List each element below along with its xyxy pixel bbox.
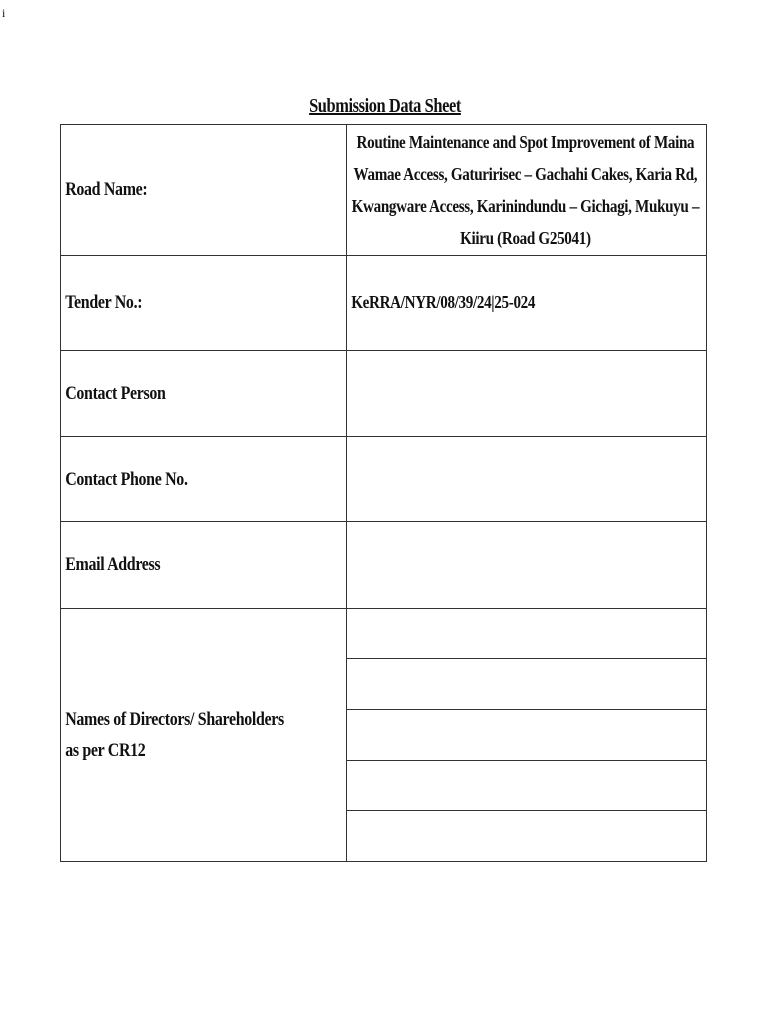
submission-data-table [60,124,707,862]
contact-person-row [61,351,707,437]
tender-no-row [61,255,707,350]
email-address-label: Email Address [65,554,161,576]
directors-label-cell [61,608,347,862]
contact-person-label: Contact Person [65,383,166,405]
road-name-value: Routine Maintenance and Spot Improvement of Maina Wamae Access, Gaturirisec – Gachahi Cakes, Karia Rd, Kwangware Access, Karinindundu – Gichagi, Mukuyu – Kiiru (Road G25041) [351,131,700,248]
page-corner-mark: i [2,6,6,20]
director-entry-field[interactable] [347,709,707,760]
tender-no-value-cell [347,255,707,350]
email-address-label-cell [61,522,347,608]
contact-phone-label-cell [61,437,347,522]
contact-person-label-cell [61,351,347,437]
road-name-row [61,125,707,256]
road-name-label-cell [61,125,347,256]
email-address-field[interactable] [347,522,707,608]
road-name-value-cell [347,125,707,256]
director-entry-field[interactable] [347,608,707,659]
tender-no-label: Tender No.: [65,292,143,314]
contact-phone-field[interactable] [347,437,707,522]
directors-label: Names of Directors/ Shareholders as per CR12 [65,708,284,761]
contact-phone-row [61,437,707,522]
director-entry-field[interactable] [347,659,707,710]
contact-phone-label: Contact Phone No. [65,468,188,490]
contact-person-field[interactable] [347,351,707,437]
tender-no-value: KeRRA/NYR/08/39/24|25-024 [351,292,536,313]
page-title: Submission Data Sheet [309,95,461,117]
road-name-label: Road Name: [65,179,148,201]
directors-row [61,608,707,659]
email-address-row [61,522,707,608]
director-entry-field[interactable] [347,760,707,811]
tender-no-label-cell [61,255,347,350]
director-entry-field[interactable] [347,811,707,862]
